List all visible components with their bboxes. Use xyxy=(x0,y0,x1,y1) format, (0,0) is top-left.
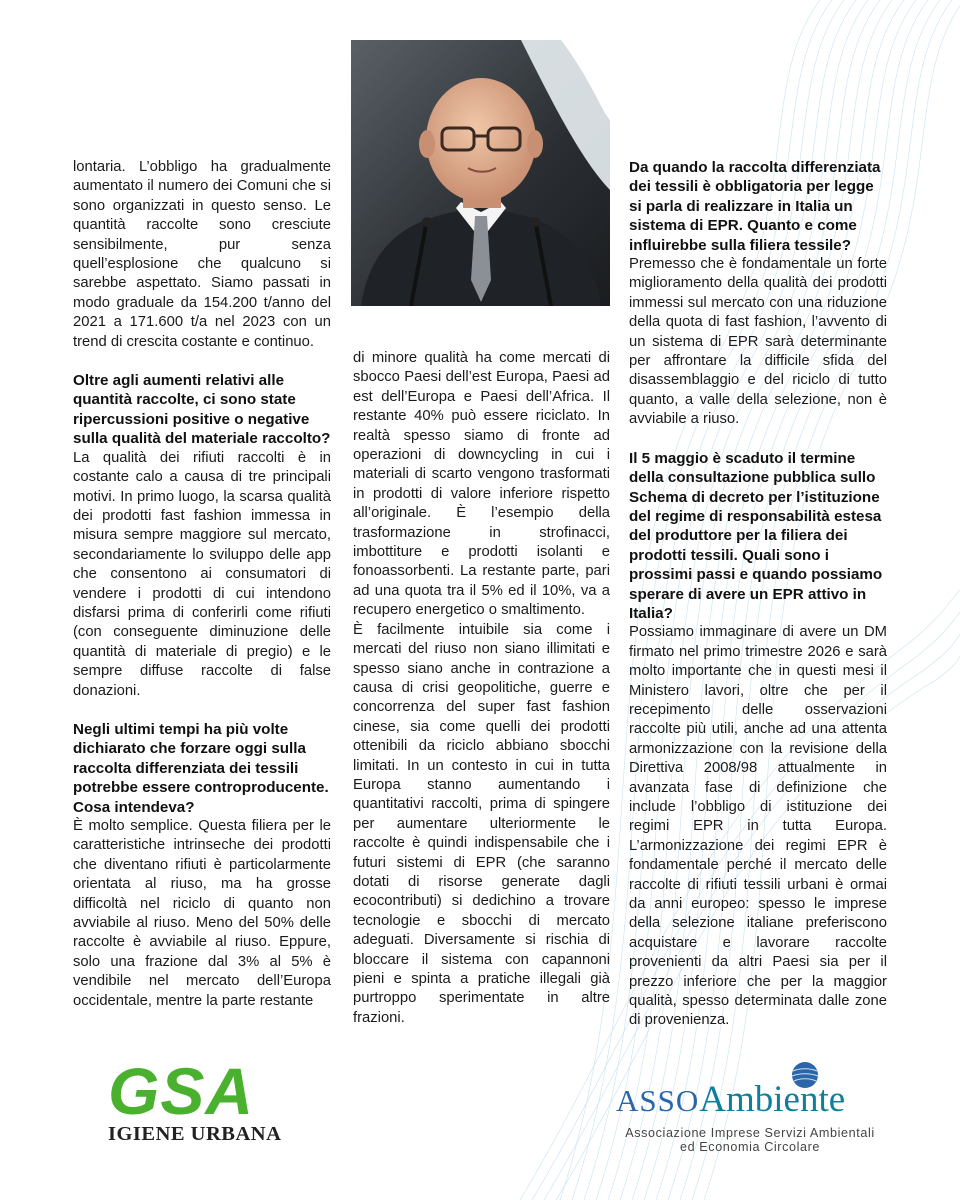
gsa-logo xyxy=(108,1054,283,1152)
assoambiente-logo-subtitle xyxy=(612,1126,888,1154)
assoambiente-logo-ambiente: Ambiente xyxy=(699,1079,846,1120)
article-column-right xyxy=(629,158,887,1031)
question-heading: Oltre agli aumenti relativi alle quantità raccolte, ci sono state ripercussioni positive o negative sulla qualità del materiale raccolto? xyxy=(73,372,331,448)
paragraph: di minore qualità ha come mercati di sbocco Paesi dell’est Europa, Paesi ad est dell’Europa e Paesi dell’Africa. Il restante 40% può essere riciclato. In realtà spesso siamo di fronte ad operazioni di downcycling in cui i materiali di scarto vengono trasformati in prodotti di valore inferiore rispetto all’originale. È l’esempio della trasformazione in strofinacci, imbottiture e prodotti isolanti e fonoassorbenti. La restante parte, pari ad una quota tra il 5% ed il 10%, va a recupero energetico o smaltimento. xyxy=(353,350,610,619)
assoambiente-logo-asso: ASSO xyxy=(616,1083,700,1118)
assoambiente-subtitle-line2: ed Economia Circolare xyxy=(680,1140,820,1154)
assoambiente-logo xyxy=(612,1060,892,1160)
paragraph: È molto semplice. Questa filiera per le caratteristiche intrinseche dei prodotti che diventano rifiuti è particolarmente orientata al riuso, ma ha grosse difficoltà nel riciclo di quanto non avviabile al riuso. Meno del 50% delle raccolte è avviabile al riuso. Eppure, solo una frazione dal 3% al 5% è vendibile nel mercato dell’Europa occidentale, mentre la parte restante xyxy=(73,818,331,1009)
paragraph: La qualità dei rifiuti raccolti è in costante calo a causa di tre principali motivi. In primo luogo, la scarsa qualità dei prodotti fast fashion immessa in misura sempre maggiore sul mercato, secondariamente lo sviluppo delle app che consentono ai consumatori di vendere i prodotti di cui intendono disfarsi prima di conferirli come rifiuti (con conseguente diminuzione delle quantità di materiale di pregio) e le sempre diffuse raccolte di false donazioni. xyxy=(73,449,331,699)
portrait-photo xyxy=(351,40,610,306)
question-heading: Negli ultimi tempi ha più volte dichiarato che forzare oggi sulla raccolta differenziata dei tessili potrebbe essere controproducente. Cosa intendeva? xyxy=(73,720,329,816)
question-heading: Il 5 maggio è scaduto il termine della consultazione pubblica sullo Schema di decreto per l’istituzione del regime di responsabilità estesa del produttore per la filiera dei prodotti tessili. Quali sono i prossimi passi e quando possiamo sperare di avere un EPR attivo in Italia? xyxy=(629,449,883,622)
paragraph: lontaria. L’obbligo ha gradualmente aumentato il numero dei Comuni che si sono organizzati in questo senso. Le quantità raccolte sono cresciute sensibilmente, pur senza quell’esplosione che qualcuno si sarebbe aspettato. Siamo passati in modo graduale da 154.200 t/anno del 2021 a 171.600 t/a nel 2023 con un trend di crescita costante e continuo. xyxy=(73,159,331,350)
article-column-left xyxy=(73,158,331,1011)
assoambiente-subtitle-line1: Associazione Imprese Servizi Ambientali xyxy=(625,1126,875,1140)
paragraph: Possiamo immaginare di avere un DM firmato nel primo trimestre 2026 e sarà molto importante che in questi mesi il Ministero lavori, oltre che per il recepimento delle osservazioni raccolte più utili, anche ad una attenta armonizzazione con la revisione della Direttiva 2008/98 attualmente in avanzata fase di definizione che include l’obbligo di istituzione dei regimi EPR in tutta Europa. L’armonizzazione dei regimi EPR è fondamentale perché il mercato delle raccolte di rifiuti tessili urbani è ormai da anni europeo: spesso le imprese della selezione italiane preferiscono acquistare e lavorare raccolte provenienti da altri Paesi sia per il prezzo inferiore che per la maggior qualità, spesso determinata dalle zone di provenienza. xyxy=(629,624,887,1029)
gsa-logo-title: GSA xyxy=(108,1054,255,1128)
gsa-logo-subtitle: IGIENE URBANA xyxy=(108,1123,282,1145)
assoambiente-logo-title xyxy=(616,1080,845,1121)
question-heading: Da quando la raccolta differenziata dei tessili è obbligatoria per legge si parla di realizzare in Italia un sistema di EPR. Quanto e come influirebbe sulla filiera tessile? xyxy=(629,159,881,254)
paragraph: Premesso che è fondamentale un forte miglioramento della qualità dei prodotti immessi sul mercato con una riduzione della quota di fast fashion, l’avvento di un sistema di EPR sarà determinante per affrontare la difficile sfida del disassemblaggio e del riciclo di tutto quanto, a valle della selezione, non è avviabile a riuso. xyxy=(629,256,887,428)
article-column-middle xyxy=(353,349,610,1028)
paragraph: È facilmente intuibile sia come i mercati del riuso non siano illimitati e spesso siano anche in contrazione a causa di crisi geopolitiche, guerre e concorrenza del super fast fashion cinese, sia come quelli dei prodotti ottenibili da riciclo abbiano sbocchi limitati. In un contesto in cui in tutta Europa stanno aumentando i quantitativi raccolti, prima di spingere per aumentare ulteriormente le raccolte è quindi indispensabile che i futuri sistemi di EPR (che saranno dotati di risorse generate dagli ecocontributi) si dedichino a trovare tecnologie e sbocchi di mercato adeguati. Diversamente si rischia di bloccare il sistema con capannoni pieni e spinta a pratiche illegali già purtroppo sperimentate in altre frazioni. xyxy=(353,621,610,1026)
